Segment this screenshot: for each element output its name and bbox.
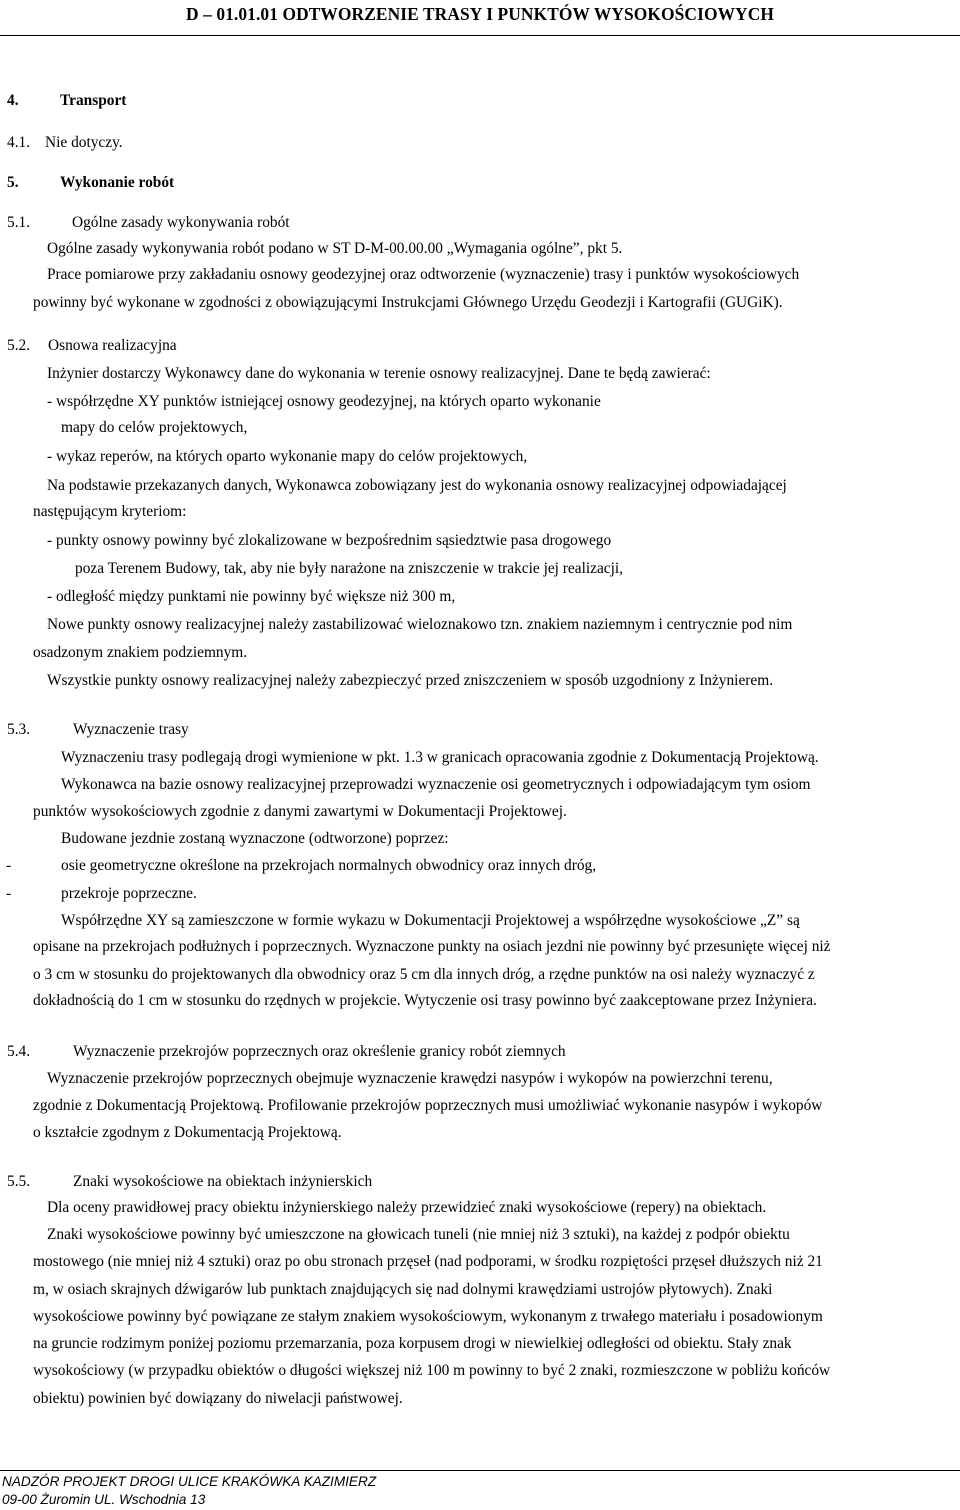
section-5-5-line-7: wysokościowy (w przypadku obiektów o długości większej niż 100 m powinny to być 2 znaki, rozmieszczone w pobliżu końców — [33, 1362, 831, 1379]
section-5-3-line-3: punktów wysokościowych zgodnie z danymi zawartymi w Dokumentacji Projektowej. — [33, 803, 567, 820]
section-4-1-number: 4.1. — [7, 134, 31, 151]
section-5-2-title: Osnowa realizacyjna — [48, 337, 177, 354]
section-5-3-line-6: przekroje poprzeczne. — [61, 885, 197, 902]
section-5-5-line-8: obiektu) powinien być dowiązany do niwelacji państwowej. — [33, 1390, 403, 1407]
section-5-2-line-2: - współrzędne XY punktów istniejącej osnowy geodezyjnej, na których oparto wykonanie — [47, 393, 601, 410]
section-5-4-title: Wyznaczenie przekrojów poprzecznych oraz określenie granicy robót ziemnych — [73, 1043, 566, 1060]
section-5-5-line-3: mostowego (nie mniej niż 4 sztuki) oraz po obu stronach przęseł (nad podporami, w środku rozpiętości przęseł dłuższych niż 21 — [33, 1253, 823, 1270]
section-5-2-line-5: Na podstawie przekazanych danych, Wykonawca zobowiązany jest do wykonania osnowy realizacyjnej odpowiadającej — [47, 477, 787, 494]
section-5-5-line-4: m, w osiach skrajnych dźwigarów lub punktach znajdujących się nad dolnymi krawędziami ustrojów płytowych). Znaki — [33, 1281, 773, 1298]
section-4-1-text: Nie dotyczy. — [45, 134, 123, 151]
page-header-title: D – 01.01.01 ODTWORZENIE TRASY I PUNKTÓW WYSOKOŚCIOWYCH — [185, 4, 775, 24]
section-5-5-line-5: wysokościowe powinny być powiązane ze stałym znakiem wysokościowym, wykonanym z trwałego materiału i posadowionym — [33, 1308, 823, 1325]
section-5-2-line-8: poza Terenem Budowy, tak, aby nie były narażone na zniszczenie w trakcie jej realizacji, — [75, 560, 624, 577]
section-4-number: 4. — [7, 92, 19, 109]
section-5-3-line-9: o 3 cm w stosunku do projektowanych dla obwodnicy oraz 5 cm dla innych dróg, a rzędne punktów na osi należy wyznaczyć z — [33, 966, 815, 983]
section-5-number: 5. — [7, 174, 19, 191]
list-dash-1: - — [6, 857, 12, 874]
section-5-4-line-1: Wyznaczenie przekrojów poprzecznych obejmuje wyznaczenie krawędzi nasypów i wykopów na powierzchni terenu, — [47, 1070, 773, 1087]
section-5-3-line-1: Wyznaczeniu trasy podlegają drogi wymienione w pkt. 1.3 w granicach opracowania zgodnie z Dokumentacją Projektową. — [61, 749, 819, 766]
section-5-2-line-11: osadzonym znakiem podziemnym. — [33, 644, 248, 661]
section-5-5-line-6: na gruncie rodzimym poniżej poziomu przemarzania, poza korpusem drogi w niewielkiej odległości od obiektu. Stały znak — [33, 1335, 792, 1352]
section-5-2-line-6: następującym kryteriom: — [33, 503, 187, 520]
section-5-3-line-10: dokładnością do 1 cm w stosunku do rzędnych w projekcie. Wytyczenie osi trasy powinno być zaakceptowane przez Inżyniera. — [33, 992, 817, 1009]
section-5-2-line-3: mapy do celów projektowych, — [61, 419, 248, 436]
section-5-1-paragraph-2-line-2: powinny być wykonane w zgodności z obowiązującymi Instrukcjami Głównego Urzędu Geodezji i Kartografii (GUGiK). — [33, 294, 783, 311]
section-5-2-line-7: - punkty osnowy powinny być zlokalizowane w bezpośrednim sąsiedztwie pasa drogowego — [47, 532, 612, 549]
section-5-3-line-4: Budowane jezdnie zostaną wyznaczone (odtworzone) poprzez: — [61, 830, 449, 847]
section-5-2-number: 5.2. — [7, 337, 31, 354]
list-dash-2: - — [6, 885, 12, 902]
section-5-3-line-5: osie geometryczne określone na przekrojach normalnych obwodnicy oraz innych dróg, — [61, 857, 597, 874]
section-5-5-line-1: Dla oceny prawidłowej pracy obiektu inżynierskiego należy przewidzieć znaki wysokościowe (repery) na obiektach. — [47, 1199, 767, 1216]
section-5-4-line-3: o kształcie zgodnym z Dokumentacją Projektową. — [33, 1124, 342, 1141]
section-5-1-paragraph-2-line-1: Prace pomiarowe przy zakładaniu osnowy geodezyjnej oraz odtworzenie (wyznaczenie) trasy i punktów wysokościowych — [47, 266, 800, 283]
section-5-2-line-9: - odległość między punktami nie powinny być większe niż 300 m, — [47, 588, 456, 605]
section-5-2-line-4: - wykaz reperów, na których oparto wykonanie mapy do celów projektowych, — [47, 448, 528, 465]
section-4-heading: Transport — [60, 92, 127, 109]
section-5-1-number: 5.1. — [7, 214, 31, 231]
section-5-3-number: 5.3. — [7, 721, 31, 738]
section-5-heading: Wykonanie robót — [60, 174, 175, 191]
section-5-4-line-2: zgodnie z Dokumentacją Projektową. Profilowanie przekrojów poprzecznych musi umożliwiać wykonanie nasypów i wykopów — [33, 1097, 823, 1114]
footer-address: 09-00 Żuromin UL. Wschodnia 13 — [2, 1492, 206, 1507]
section-5-5-title: Znaki wysokościowe na obiektach inżynierskich — [73, 1173, 373, 1190]
section-5-2-line-10: Nowe punkty osnowy realizacyjnej należy zastabilizować wieloznakowo tzn. znakiem naziemnym i centrycznie pod nim — [47, 616, 793, 633]
header-divider — [0, 35, 960, 36]
footer-company: NADZÓR PROJEKT DROGI ULICE KRAKÓWKA KAZIMIERZ — [2, 1474, 377, 1489]
section-5-3-line-8: opisane na przekrojach podłużnych i poprzecznych. Wyznaczone punkty na osiach jezdni nie powinny być przesunięte więcej niż — [33, 938, 831, 955]
section-5-2-line-12: Wszystkie punkty osnowy realizacyjnej należy zabezpieczyć przed zniszczeniem w sposób uzgodniony z Inżynierem. — [47, 672, 774, 689]
section-5-4-number: 5.4. — [7, 1043, 31, 1060]
section-5-5-number: 5.5. — [7, 1173, 31, 1190]
section-5-1-paragraph-1: Ogólne zasady wykonywania robót podano w ST D-M-00.00.00 „Wymagania ogólne”, pkt 5. — [47, 240, 623, 257]
section-5-1-title: Ogólne zasady wykonywania robót — [72, 214, 290, 231]
section-5-3-line-7: Współrzędne XY są zamieszczone w formie wykazu w Dokumentacji Projektowej a współrzędne wysokościowe „Z” są — [61, 912, 800, 929]
section-5-3-title: Wyznaczenie trasy — [73, 721, 189, 738]
section-5-3-line-2: Wykonawca na bazie osnowy realizacyjnej przeprowadzi wyznaczenie osi geometrycznych i odpowiadającym tym osiom — [61, 776, 811, 793]
footer-divider — [0, 1470, 960, 1471]
section-5-5-line-2: Znaki wysokościowe powinny być umieszczone na głowicach tuneli (nie mniej niż 3 sztuki), na każdej z podpór obiektu — [47, 1226, 790, 1243]
section-5-2-line-1: Inżynier dostarczy Wykonawcy dane do wykonania w terenie osnowy realizacyjnej. Dane te będą zawierać: — [47, 365, 711, 382]
